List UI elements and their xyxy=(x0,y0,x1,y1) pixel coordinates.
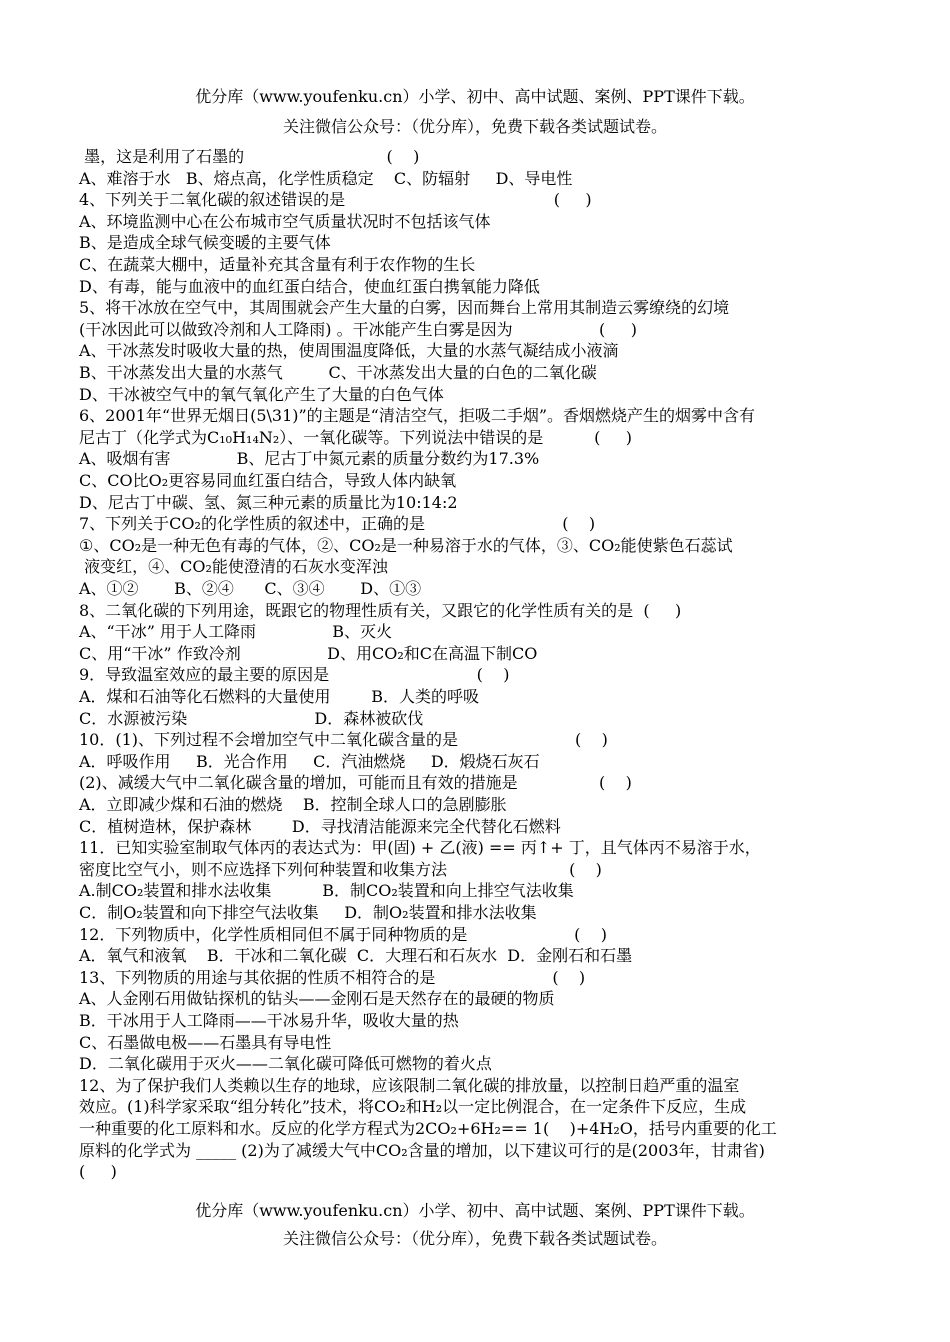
text-line: 4、下列关于二氧化碳的叙述错误的是 ( ) xyxy=(79,190,592,210)
text-line: A、难溶于水 B、熔点高，化学性质稳定 C、防辐射 D、导电性 xyxy=(79,168,573,188)
text-line: 12、为了保护我们人类赖以生存的地球，应该限制二氧化碳的排放量，以控制日趋严重的温室 xyxy=(79,1075,740,1095)
text-line: 5、将干冰放在空气中，其周围就会产生大量的白雾，因而舞台上常用其制造云雾缭绕的幻境 xyxy=(79,298,730,318)
text-line: 墨，这是利用了石墨的 ( ) xyxy=(79,147,420,166)
text-line: D、干冰被空气中的氧气氧化产生了大量的白色气体 xyxy=(79,384,444,404)
text-line: C、用“干冰” 作致冷剂 D、用CO₂和C在高温下制CO xyxy=(79,643,538,663)
text-line: A、环境监测中心在公布城市空气质量状况时不包括该气体 xyxy=(79,211,491,231)
text-line: C、在蔬菜大棚中，适量补充其含量有利于农作物的生长 xyxy=(79,255,476,274)
text-line: 密度比空气小，则不应选择下列何种装置和收集方法 ( ) xyxy=(79,859,602,879)
text-line: 原料的化学式为 _____ (2)为了减缓大气中CO₂含量的增加，以下建议可行的是(2003年，甘肃省) xyxy=(79,1140,765,1160)
text-line: A．立即减少煤和石油的燃烧 B．控制全球人口的急剧膨胀 xyxy=(79,795,507,814)
text-line: ( ) xyxy=(79,1162,117,1182)
text-line: B．干冰用于人工降雨——干冰易升华，吸收大量的热 xyxy=(79,1011,459,1030)
text-line: 液变红，④、CO₂能使澄清的石灰水变浑浊 xyxy=(79,557,388,577)
text-line: C、CO比O₂更容易同血红蛋白结合，导致人体内缺氧 xyxy=(79,471,457,490)
text-line: 10．(1)、下列过程不会增加空气中二氧化碳含量的是 ( ) xyxy=(79,730,608,750)
header-line-1: 优分库（www.youfenku.cn）小学、初中、高中试题、案例、PPT课件下载。 xyxy=(195,87,755,106)
text-line: 8、二氧化碳的下列用途，既跟它的物理性质有关，又跟它的化学性质有关的是 ( ) xyxy=(79,600,682,620)
text-line: A、干冰蒸发时吸收大量的热，使周围温度降低，大量的水蒸气凝结成小液滴 xyxy=(79,341,619,361)
text-line: 9．导致温室效应的最主要的原因是 ( ) xyxy=(79,665,510,685)
text-line: 效应。(1)科学家采取“组分转化”技术，将CO₂和H₂以一定比例混合，在一定条件下反应，生成 xyxy=(79,1097,747,1117)
text-line: 12．下列物质中，化学性质相同但不属于同种物质的是 ( ) xyxy=(79,924,607,944)
text-line: A、①② B、②④ C、③④ D、①③ xyxy=(79,579,422,598)
text-line: B、干冰蒸发出大量的水蒸气 C、干冰蒸发出大量的白色的二氧化碳 xyxy=(79,363,597,382)
text-line: C、石墨做电极——石墨具有导电性 xyxy=(79,1032,332,1052)
text-line: (干冰因此可以做致冷剂和人工降雨) 。干冰能产生白雾是因为 ( ) xyxy=(79,319,637,339)
footer-line-1: 优分库（www.youfenku.cn）小学、初中、高中试题、案例、PPT课件下载。 xyxy=(195,1201,755,1220)
header-line-2: 关注微信公众号：（优分库），免费下载各类试题试卷。 xyxy=(282,117,667,136)
text-line: 11．已知实验室制取气体丙的表达式为：甲(固) + 乙(液) == 丙↑+ 丁，且气体丙不易溶于水， xyxy=(79,838,761,858)
text-line: 7、下列关于CO₂的化学性质的叙述中，正确的是 ( ) xyxy=(79,514,596,534)
text-line: B、是造成全球气候变暖的主要气体 xyxy=(79,233,331,253)
text-line: D、尼古丁中碳、氢、氮三种元素的质量比为10:14:2 xyxy=(79,492,458,512)
text-line: A、吸烟有害 B、尼古丁中氮元素的质量分数约为17.3% xyxy=(79,449,540,469)
text-line: A、“干冰” 用于人工降雨 B、灭火 xyxy=(79,622,393,642)
text-line: A．呼吸作用 B．光合作用 C．汽油燃烧 D．煅烧石灰石 xyxy=(79,751,540,771)
text-line: 尼古丁（化学式为C₁₀H₁₄N₂）、一氧化碳等。下列说法中错误的是 ( ) xyxy=(79,427,633,447)
text-line: A.制CO₂装置和排水法收集 B．制CO₂装置和向上排空气法收集 xyxy=(79,881,574,901)
text-line: 13、下列物质的用途与其依据的性质不相符合的是 ( ) xyxy=(79,967,586,987)
text-line: (2)、减缓大气中二氧化碳含量的增加，可能而且有效的措施是 ( ) xyxy=(79,773,632,793)
text-line: C．植树造林，保护森林 D．寻找清洁能源来完全代替化石燃料 xyxy=(79,816,561,836)
text-line: D．二氧化碳用于灭火——二氧化碳可降低可燃物的着火点 xyxy=(79,1054,492,1074)
footer-line-2: 关注微信公众号：（优分库），免费下载各类试题试卷。 xyxy=(282,1229,667,1248)
text-line: A．氧气和液氧 B．干冰和二氧化碳 C．大理石和石灰水 D．金刚石和石墨 xyxy=(79,946,633,966)
text-line: ①、CO₂是一种无色有毒的气体，②、CO₂是一种易溶于水的气体，③、CO₂能使紫色石蕊试 xyxy=(79,535,733,555)
text-line: 6、2001年“世界无烟日(5\31)”的主题是“清洁空气，拒吸二手烟”。香烟燃烧产生的烟雾中含有 xyxy=(79,406,756,426)
text-line: 一种重要的化工原料和水。反应的化学方程式为2CO₂+6H₂== 1( )+4H₂O，括号内重要的化工 xyxy=(79,1119,777,1138)
text-line: A．煤和石油等化石燃料的大量使用 B．人类的呼吸 xyxy=(79,687,480,706)
text-line: C．制O₂装置和向下排空气法收集 D．制O₂装置和排水法收集 xyxy=(79,903,537,922)
text-line: A、人金刚石用做钻探机的钻头——金刚石是天然存在的最硬的物质 xyxy=(79,989,555,1009)
text-line: C．水源被污染 D．森林被砍伐 xyxy=(79,708,424,728)
text-line: D、有毒，能与血液中的血红蛋白结合，使血红蛋白携氧能力降低 xyxy=(79,276,540,296)
